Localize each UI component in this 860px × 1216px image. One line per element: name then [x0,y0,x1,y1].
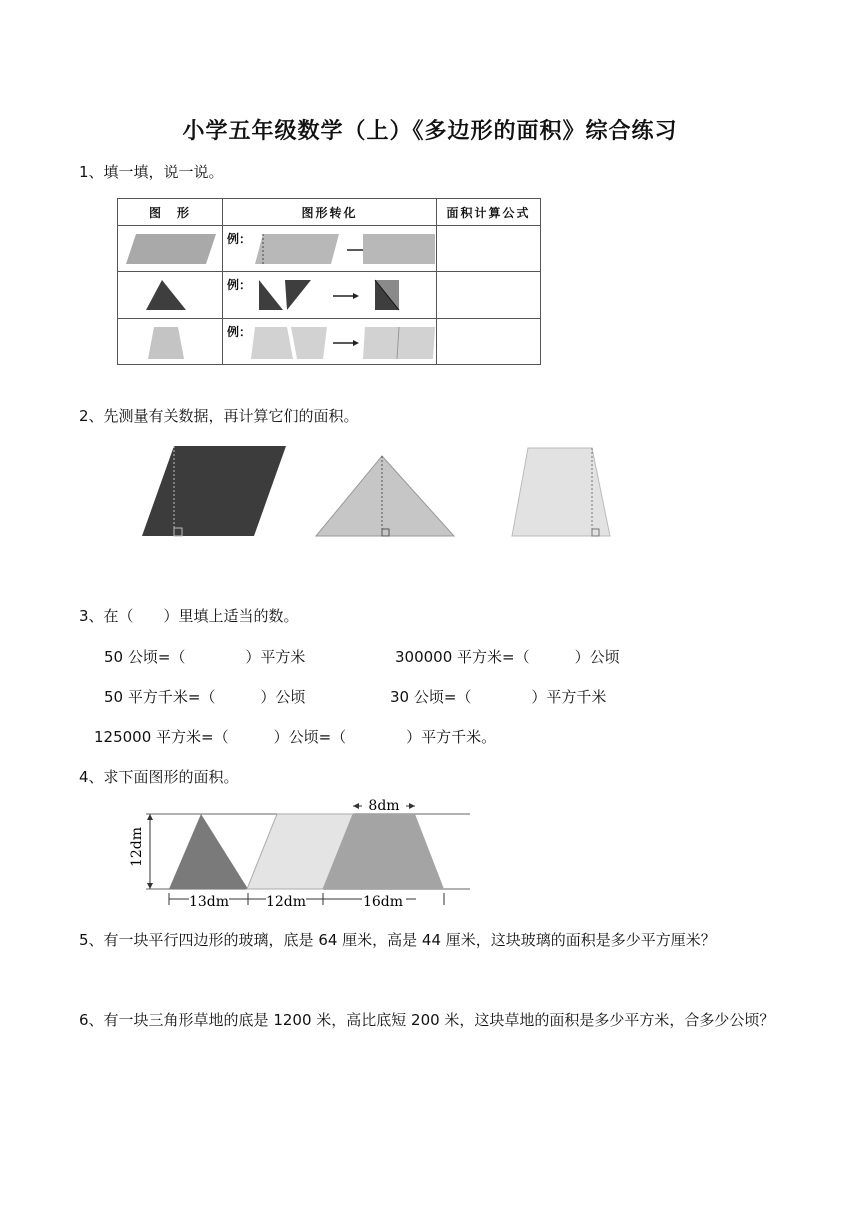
question-5: 5、有一块平行四边形的玻璃，底是 64 厘米，高是 44 厘米，这块玻璃的面积是多少平方厘米？ [79,931,716,949]
area-figure [116,796,472,912]
row3-shape [118,318,223,364]
header-formula: 面积计算公式 [437,199,541,226]
row2-transform [223,272,437,318]
fill-item-3: 50 平方千米=（ ）公顷 [104,688,306,706]
question-6: 6、有一块三角形草地的底是 1200 米，高比底短 200 米，这块草地的面积是多少平方米，合多少公顷？ [79,1011,775,1029]
row2-shape [118,272,223,318]
triangle-figure [118,272,223,318]
label-b2: 12dm [265,894,307,910]
label-top: 8dm [368,798,400,814]
trapezoids-to-parallelogram [223,319,437,365]
example-label: 例： [227,324,252,339]
parallelogram-to-rectangle [223,226,437,272]
example-label: 例： [227,278,252,293]
row3-formula [437,318,541,364]
page-title: 小学五年级数学（上）《多边形的面积》综合练习 [182,118,678,144]
question-3: 3、在（ ）里填上适当的数。 [79,607,299,625]
row3-transform [223,318,437,364]
header-transform: 图形转化 [223,199,437,226]
gray-triangle [316,456,454,536]
example-label: 例： [227,232,252,247]
question-4: 4、求下面图形的面积。 [79,768,239,786]
parallelogram-figure [118,226,223,272]
fill-item-4: 30 公顷=（ ）平方千米 [390,688,607,706]
measure-shapes [140,444,640,540]
light-trapezoid [512,448,610,536]
fill-item-2: 300000 平方米=（ ）公顷 [395,648,620,666]
fill-item-1: 50 公顷=（ ）平方米 [104,648,306,666]
question-1: 1、填一填，说一说。 [79,163,224,181]
row1-formula [437,226,541,272]
shape-transform-table [117,198,541,365]
fill-item-5: 125000 平方米=（ ）公顷=（ ）平方千米。 [94,728,497,746]
trapezoid-figure [118,319,223,365]
dark-parallelogram [142,446,286,536]
question-2: 2、先测量有关数据，再计算它们的面积。 [79,407,359,425]
header-shape: 图 形 [118,199,223,226]
label-b3: 16dm [362,894,404,910]
label-height: 12dm [129,826,145,868]
row1-shape [118,226,223,272]
triangle-shape [169,814,248,889]
triangles-to-parallelogram [223,272,437,318]
label-b1: 13dm [188,894,230,910]
row1-transform [223,226,437,272]
row2-formula [437,272,541,318]
